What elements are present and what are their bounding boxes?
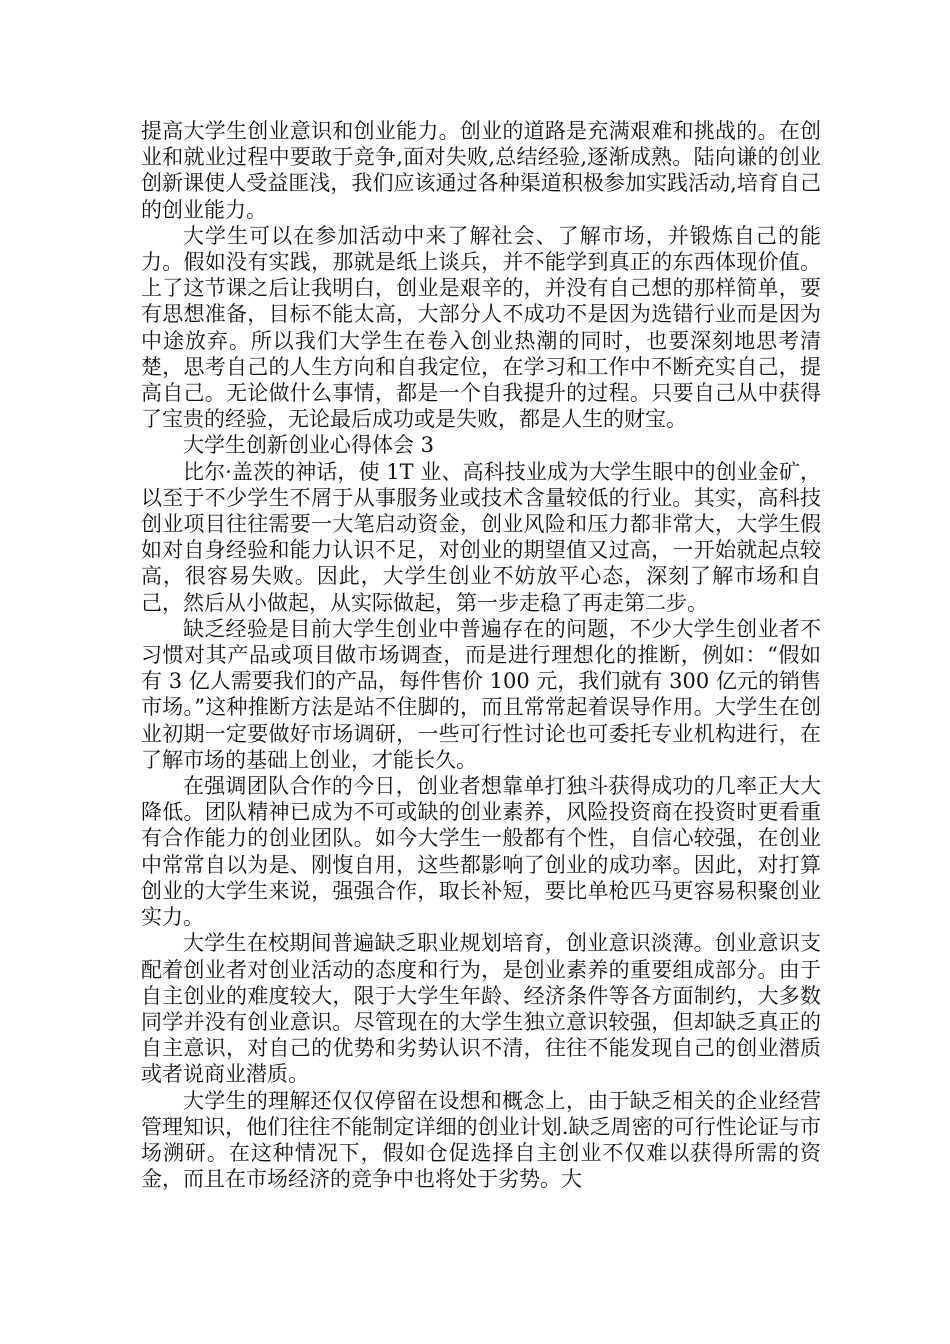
paragraph-experience: 缺乏经验是目前大学生创业中普遍存在的问题，不少大学生创业者不习惯对其产品或项目做市场调查，而是进行理想化的推断，例如：“假如有 3 亿人需要我们的产品，每件售价 100 元，我们就有 300 亿元的销售市场。”这种推断方法是站不住脚的，而且常常起着误导作用。大学生在创业初期一定要做好市场调研，一些可行性讨论也可委托专业机构进行，在了解市场的基础上创业，才能长久。 [141, 616, 821, 772]
document-body [141, 118, 821, 1192]
paragraph-career-planning: 大学生在校期间普遍缺乏职业规划培育，创业意识淡薄。创业意识支配着创业者对创业活动的态度和行为，是创业素养的重要组成部分。由于自主创业的难度较大，限于大学生年龄、经济条件等各方面制约，大多数同学并没有创业意识。尽管现在的大学生独立意识较强，但却缺乏真正的自主意识，对自己的优势和劣势认识不清，往往不能发现自己的创业潜质或者说商业潜质。 [141, 931, 821, 1087]
paragraph-continuation: 提高大学生创业意识和创业能力。创业的道路是充满艰难和挑战的。在创业和就业过程中要敢于竞争,面对失败,总结经验,逐渐成熟。陆向谦的创业创新课使人受益匪浅，我们应该通过各种渠道积极参加实践活动,培育自己的创业能力。 [141, 119, 821, 222]
paragraph-practice: 大学生可以在参加活动中来了解社会、了解市场，并锻炼自己的能力。假如没有实践，那就是纸上谈兵，并不能学到真正的东西体现价值。上了这节课之后让我明白，创业是艰辛的，并没有自己想的那样简单，要有思想准备，目标不能太高，大部分人不成功不是因为选错行业而是因为中途放弃。所以我们大学生在卷入创业热潮的同时，也要深刻地思考清楚，思考自己的人生方向和自我定位，在学习和工作中不断充实自己，提高自己。无论做什么事情，都是一个自我提升的过程。只要自己从中获得了宝贵的经验，无论最后成功或是失败，都是人生的财宝。 [141, 223, 821, 432]
paragraph-bill-gates: 比尔·盖茨的神话，使 1T 业、高科技业成为大学生眼中的创业金矿，以至于不少学生不屑于从事服务业或技术含量较低的行业。其实，高科技创业项目往往需要一大笔启动资金，创业风险和压力都非常大，大学生假如对自身经验和能力认识不足，对创业的期望值又过高，一开始就起点较高，很容易失败。因此，大学生创业不妨放平心态，深刻了解市场和自己，然后从小做起，从实际做起，第一步走稳了再走第二步。 [141, 459, 821, 615]
paragraph-business-plan: 大学生的理解还仅仅停留在设想和概念上，由于缺乏相关的企业经营管理知识，他们往往不能制定详细的创业计划.缺乏周密的可行性论证与市场溯研。在这种情况下，假如仓促选择自主创业不仅难以获得所需的资金，而且在市场经济的竞争中也将处于劣势。大 [141, 1088, 821, 1192]
section-heading: 大学生创新创业心得体会 3 [183, 433, 435, 458]
paragraph-teamwork: 在强调团队合作的今日，创业者想靠单打独斗获得成功的几率正大大降低。团队精神已成为不可或缺的创业素养，风险投资商在投资时更看重有合作能力的创业团队。如今大学生一般都有个性，自信心较强，在创业中常常自以为是、刚愎自用，这些都影响了创业的成功率。因此，对打算创业的大学生来说，强强合作，取长补短，要比单枪匹马更容易积聚创业实力。 [141, 774, 821, 930]
